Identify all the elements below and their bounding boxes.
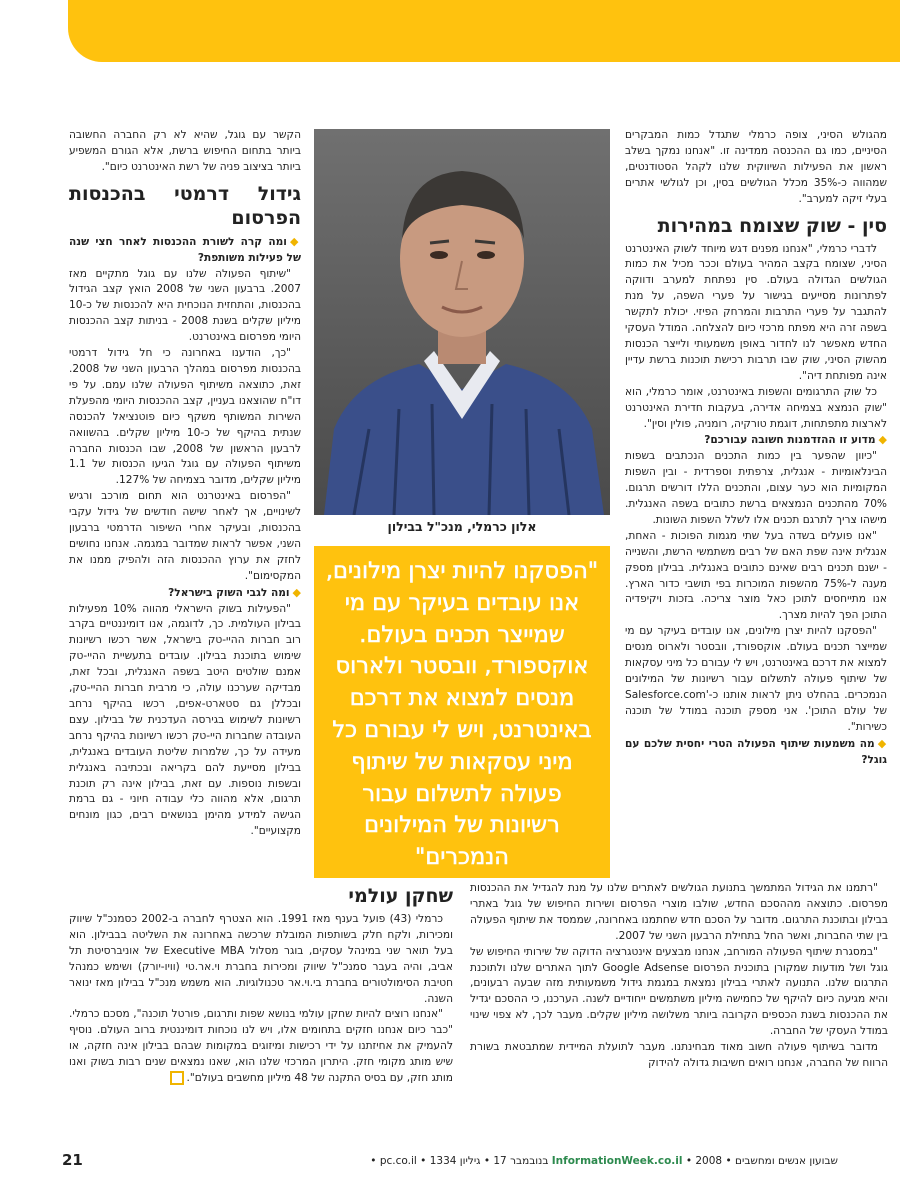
pull-quote-text: "הפסקנו להיות יצרן מילונים, אנו עובדים בעיקר עם מי שמייצר תכנים בעולם. אוקספורד, וובסטר ולארוס מנסים למצוא את דרכם באינטרנט, ויש לי עבורם כל מיני עסקאות של שיתוף פעולה לתשלום עבור רשיונות של המילונים הנמכרים": [325, 558, 599, 871]
diamond-bullet-icon: ◆: [289, 234, 301, 248]
page-number: 21: [62, 1151, 83, 1169]
article-column-left: [69, 128, 301, 840]
photo-caption: אלון כרמלי, מנכ"ל בבילון: [387, 519, 537, 534]
paragraph: הקשר עם גוגל, שהיא לא רק החברה החשובה ביותר בתחום החיפוש ברשת, אלא הגורם המשפיע ביותר בציצוב פניה של רשת האינטרנט כיום".: [69, 129, 301, 173]
footer-info: [370, 1152, 838, 1170]
end-of-article-icon: [170, 1071, 184, 1085]
article-column-right: [625, 128, 887, 768]
question: ◆ומה לגבי השוק בישראל?: [168, 585, 301, 599]
paragraph: "במסגרת שיתוף הפעולה המורחב, אנחנו מבצעים אינטגרציה הדוקה של שירותי החיפוש של גוגל ושל מודעות שמקורן בתוכנית הפרסום Google Adsense לתוך האתרים שלנו ולתוכנת התרגום שלנו. התנועה לאתרי בבילון נמצאת במגמת גידול משמעותית מזה שבעה רבעונים, והיא מגיעה כיום להיקף של כחמישה מיליון משתמשים ייחודיים לשנה. הערכנו, כי ההסכם יגדיל את ההכנסות בשנת הכספים הקרובה ביותר משלושה מיליון שקלים. מעבר לכך, לא צפוי שינוי במודל העסקי של החברה.: [470, 945, 888, 1038]
footer-separator: •: [420, 1155, 427, 1167]
paragraph: "הפרסום באינטרנט הוא תחום מורכב ורגיש לשינויים, אך לאחר שישה חודשים של גידול עקבי בהכנסות, ובעיקר אחרי השיפור הדרמטי ברבעון השני, אפשר לראות שמדובר במגמה. אנחנו נחושים לחזק את ערוץ ההכנסות הזה ולהפיק ממנו את המקסימום".: [69, 490, 301, 582]
footer-separator: •: [685, 1155, 693, 1167]
paragraph: מדובר בשיתוף פעולה חשוב מאוד מבחינתנו. מעבר לתועלת המיידית שמתבטאת בשורת הרווח של החברה, אנחנו רואים חשיבות גדולה להידוק: [470, 1041, 888, 1069]
portrait-photo: [314, 129, 610, 515]
site-link-pc[interactable]: pc.co.il: [379, 1155, 417, 1167]
header-color-band: [68, 0, 900, 62]
paragraph: "הפעילות בשוק הישראלי מהווה 10% מפעילות בבילון העולמית. כך, לדוגמה, אנו דומיננטיים בקרב רוב חברות ההיי-טק בישראל, אשר רכשו רשיונות שימוש בתוכנת בבילון. עובדים בתעשיית ההיי-טק אמנם שולטים היטב בשפה האנגלית, ובכל זאת, מבדיקה שערכנו עולה, כי מרבית חברות ההיי-טק, ובכללן גם סטארט-אפים, רכשו בהיקף נרחב רשיונות לשימוש בגירסה העדכנית של בבילון. עצם העובדה שחברות היי-טק רכשו רשיונות בהיקף נרחב מעידה על כך, שלמרות שליטת העובדים באנגלית, בבילון מסייעת להם בקריאה ובכתיבה באנגלית ובשפות נוספות. עם זאת, בבילון אינה רק תוכנת תרגום, אלא מהווה כלי עבודה חיוני - גם ברמת הגישה למידע מהימן בנושאים רבים, כגון מונחים מקצועיים".: [69, 602, 301, 838]
question: ◆מדוע זו ההזדמנות חשובה עבורכם?: [704, 433, 887, 447]
section-heading: שחקן עולמי: [348, 885, 453, 907]
diamond-bullet-icon: ◆: [878, 433, 887, 447]
page-footer: [62, 1152, 838, 1170]
site-link[interactable]: InformationWeek.co.il: [551, 1155, 683, 1167]
footer-separator: •: [725, 1155, 732, 1167]
section-heading: סין - שוק שצומח במהירות: [657, 214, 887, 237]
article-bottom-left: [69, 878, 453, 1087]
question: ◆מה משמעות שיתוף הפעולה הטרי יחסית שלכם עם גוגל?: [625, 736, 887, 766]
paragraph: כרמלי (43) פועל בענף מאז 1991. הוא הצטרף לחברה ב-2002 כסמנכ"ל שיווק ומכירות, ולקח חלק בשותפות המובלת שרכשה באחרונה את השליטה בבבילון. הוא בעל תואר שני במינהל עסקים, בוגר מסלול Executive MBA של אוניברסיטת תל אביב, והיה בעבר סמנכ"ל שיווק ומכירות בחברת וי.אר.טי (וויו-יורק) ושימש כמנהל חטיבת הסימולטורים בחברת בי.וי.אר טכנולוגיות. הוא משמש מנכ"ל בבילון מאז ינואר השנה.: [69, 913, 453, 1005]
diamond-bullet-icon: ◆: [292, 585, 301, 599]
paragraph: "אנחנו רוצים להיות שחקן עולמי בנושא שפות ותרגום, פורטל תוכנה", מסכם כרמלי. "כבר כיום אנחנו חזקים בתחומים אלו, ויש לנו נוכחות דומיננטית ברוב העולם. נוסיף להעמיק את אחיזתנו על ידי רכישות ומיזוגים במקומות שבהם בבילון אינה חזקה, או שיש מותג מקומי חזק. היתרון המרכזי שלנו הוא, שאנו נמצאים שנים רבות בשוק ואנו מותג חזק, עם בסיס התקנה של 48 מיליון מחשבים בעולם".: [69, 1008, 453, 1085]
issue-info: 2008 בנובמבר 17 • גיליון 1334: [429, 1155, 723, 1167]
paragraph: מהגולש הסיני, צופה כרמלי שתגדל כמות המבקרים הסיניים, כמו גם ההכנסה ממדינה זו. "אנחנו נמקך בשלב ראשון את הפעילות השיווקית שלנו לקהל הסטודנטים, שמהווה כ-35% מכלל הגולשים בסין, וכן לגולשי אתרים בעלי זיקה למערב".: [625, 129, 887, 205]
diamond-bullet-icon: ◆: [877, 736, 887, 750]
paragraph: "כך, הודענו באחרונה כי חל גידול דרמטי בהכנסות מפרסום במהלך הרבעון השני של 2008. זאת, כתוצאה משיתוף הפעולה שלנו עמם. על פי דו"ח שהוצאנו בעניין, קצב ההכנסות היומי מהפעלת השירות המשותף משקף כיום פוטנציאל להכנסה שנתית בהיקף של כ-10 מיליון שקלים. בהשוואה לרבעון הראשון של 2008, שבו הכנסות החברה משיתוף הפעולה עם גוגל הגיעו הכנסות של 1.1 מיליון שקלים, מדובר בצמיחה של 127%.: [69, 347, 302, 487]
footer-separator: •: [370, 1155, 377, 1167]
paragraph: "רתמנו את הגידול המתמשך בתנועת הגולשים לאתרים שלנו על מנת להגדיל את ההכנסות מפרסום. כתוצאה מההסכם החדש, שולבו מוצרי הפרסום ושירות החיפוש של גוגל באתרי בבילון ובתוכנת התרגום. מדובר על הסכם חדש שחתמנו באחרונה, שממסד את שיתוף הפעולה בין שתי החברות, ואשר החל בתחילת הרבעון השני של 2007.: [470, 882, 888, 942]
paragraph: "כיוון שהפער בין כמות התכנים הנכתבים בשפות הבינלאומיות - אנגלית, צרפתית וספרדית - ובין השפות המקומיות הוא כער עצום, והתכנים הללו דורשים תרגום. 70% מהתכנים הנמצאים ברשת כתובים בשפה האנגלית. מישהו צריך לתרגם תכנים אלו לשלל השפות השונות.: [625, 450, 887, 526]
paragraph: "אנו פועלים בשדה בעל שתי מגמות הפוכות - האחת, אנגלית אינה שפת האם של רבים משתמשי הרשת, והשנייה - ישנם תכנים רבים שאינם כתובים באנגלית. בבילון מספק מענה ל-75% מהשפות המוכרות בפי תושבי כדור הארץ. אנו מתייחסים לתוכן כאל מוצר צריכה. בזכות ויקיפדיה התוכן הפך להיות מצרך.: [625, 529, 887, 622]
paragraph: לדברי כרמלי, "אנחנו מפנים דגש מיוחד לשוק האינטרנט הסיני, שצומח בקצב המהיר בעולם וככר מכיל את כמות הגולשים הגדולה בעולם. סין נפתחת למערב ודווקה לפתרונות מסייעים בגישור על פערי השפה, על מנת להתגבר על פערי התרבות והמרחק הפיזי. יכולת לתקשר בשפה זרה היא מפתח מרכזי כיום להצלחה. המודל העסקי החדש מאפשר לנו לחדור באופן משמעותי ולייצר הכנסות מהשוק הסיני, שוק שבו תרבות רכישת תוכנות ברשת עדיין אינה מפותחת דיה".: [625, 242, 887, 382]
person-portrait-icon: [314, 129, 610, 515]
paragraph: "הפסקנו להיות יצרן מילונים, אנו עובדים בעיקר עם מי שמייצר תכנים בעולם. אוקספורד, וובסטר ולארוס מנסים למצוא את דרכם באינטרנט, ויש לי עבורם כל מיני עסקאות של שיתוף פעולה לתשלום עבור רשיונות של המילונים הנמכרים. בהחלט ניתן לראות אותנו כ-'Salesforce.com של עולם התוכן'. אני מספק תוכנה במודל של תוכנה כשירות".: [625, 625, 887, 733]
section-heading: גידול דרמטי בהכנסות הפרסום: [69, 182, 301, 229]
article-bottom-right: [470, 881, 888, 1072]
pull-quote-box: [314, 546, 610, 878]
publication-name: שבועון אנשים ומחשבים: [735, 1155, 838, 1167]
paragraph: "שיתוף הפעולה שלנו עם גוגל מתקיים מאז 2007. ברבעון השני של 2008 הואץ קצב הגידול בהכנסות, והתחזית הנוכחית היא להכנסות של כ-10 מיליון שקלים בשנת 2008 - בניתות קצב ההכנסות היומי מפרסום באינטרנט.: [69, 267, 301, 344]
question: ◆ומה קרה לשורת ההכנסות לאחר חצי שנה של פעילות משותפת?: [69, 234, 301, 264]
paragraph: כל שוק התרגומים והשפות באינטרנט, אומר כרמלי, הוא "שוק הנמצא בצמיחה אדירה, בעקבות חדירת האינטרנט לארצות מתפתחות, דוגמת טורקיה, רומניה, פולין וסין".: [625, 385, 887, 430]
